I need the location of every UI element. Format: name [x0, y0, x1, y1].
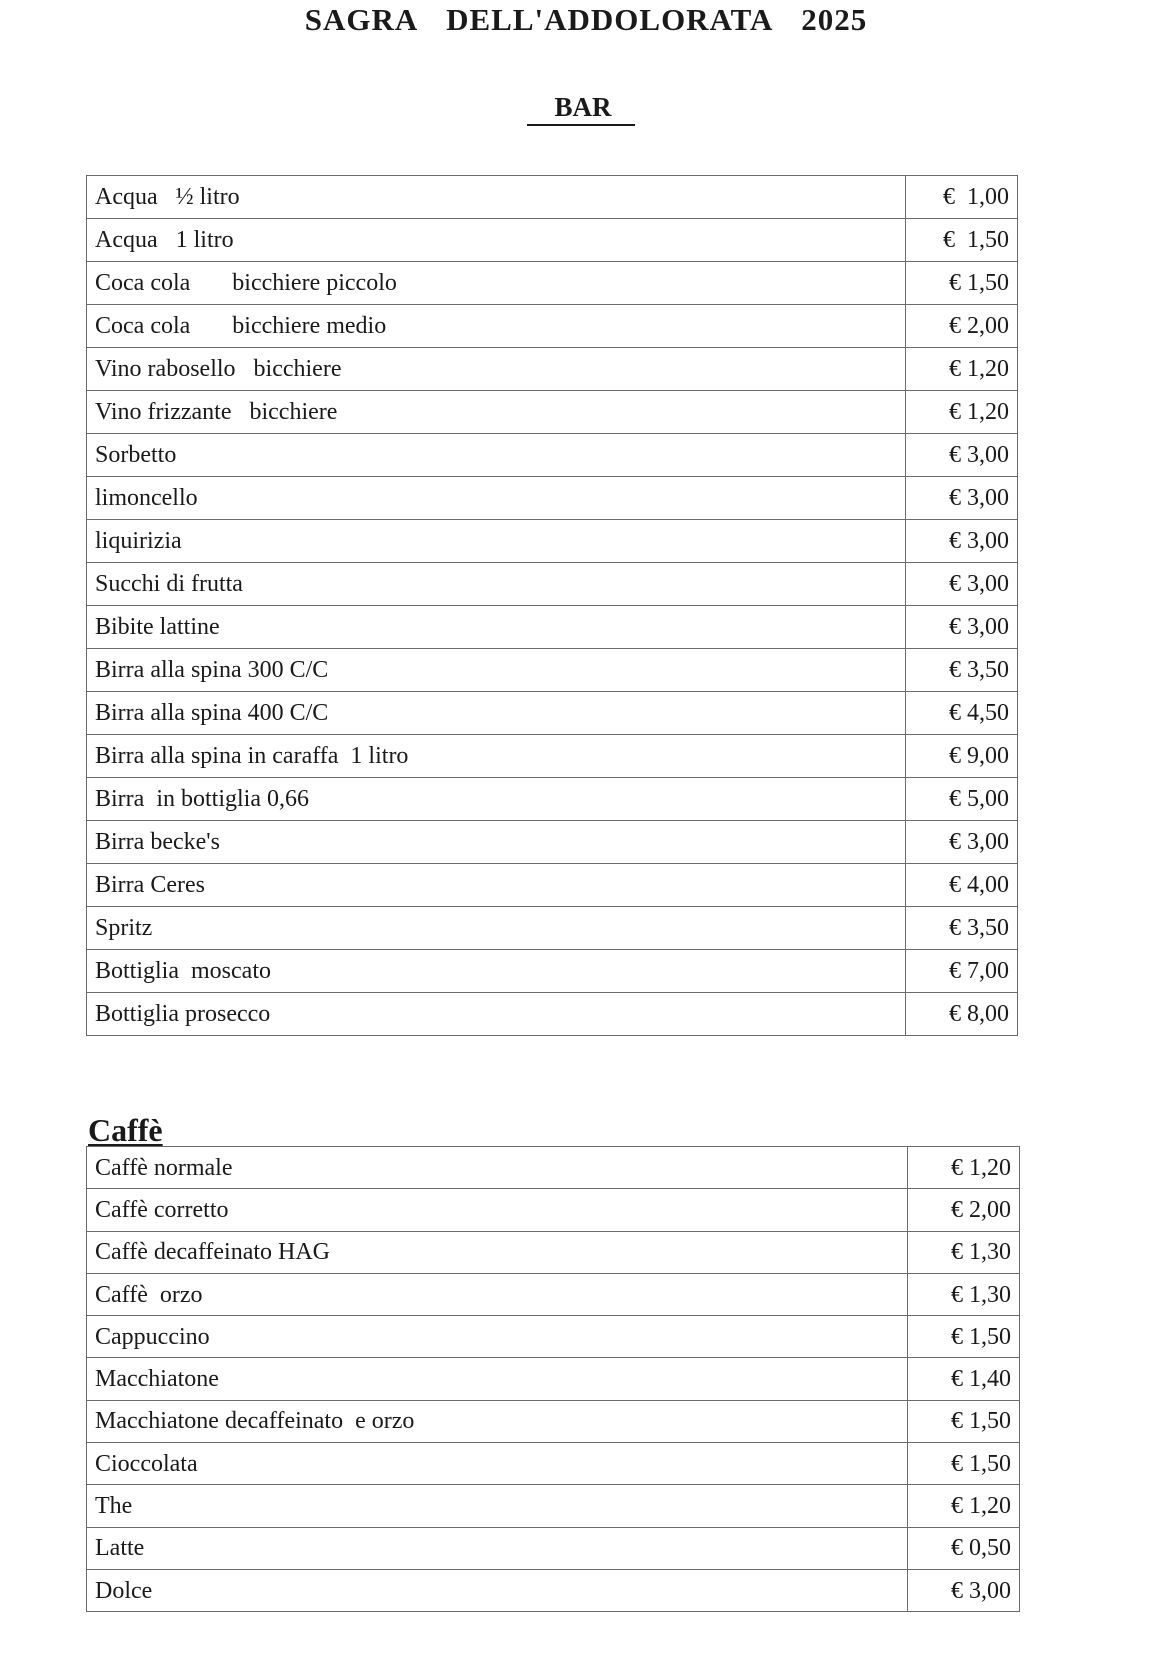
item-price: € 1,30: [907, 1273, 1019, 1315]
item-price: € 3,00: [906, 477, 1018, 520]
table-row: [87, 993, 1018, 1036]
item-price: € 3,00: [906, 821, 1018, 864]
table-row: [87, 735, 1018, 778]
item-name: Birra alla spina 400 C/C: [87, 692, 906, 735]
item-price: € 1,30: [907, 1231, 1019, 1273]
caffe-price-table: [86, 1146, 1020, 1612]
item-price: € 4,50: [906, 692, 1018, 735]
item-name: Birra alla spina 300 C/C: [87, 649, 906, 692]
table-row: [87, 864, 1018, 907]
item-name: liquirizia: [87, 520, 906, 563]
item-name: Cioccolata: [87, 1443, 908, 1485]
table-row: [87, 950, 1018, 993]
bar-section-heading: BAR: [527, 90, 635, 126]
table-row: [87, 606, 1018, 649]
table-row: [87, 219, 1018, 262]
table-row: [87, 907, 1018, 950]
item-price: € 1,20: [907, 1485, 1019, 1527]
table-row: [87, 391, 1018, 434]
item-name: Vino frizzante bicchiere: [87, 391, 906, 434]
item-price: € 3,00: [906, 520, 1018, 563]
item-price: € 3,50: [906, 649, 1018, 692]
table-row: [87, 649, 1018, 692]
bar-price-table-body: [87, 176, 1018, 1036]
table-row: [87, 1485, 1020, 1527]
item-name: Latte: [87, 1527, 908, 1569]
item-price: € 8,00: [906, 993, 1018, 1036]
item-price: € 3,00: [906, 606, 1018, 649]
item-price: € 7,00: [906, 950, 1018, 993]
table-row: [87, 563, 1018, 606]
item-name: Coca cola bicchiere piccolo: [87, 262, 906, 305]
item-name: Sorbetto: [87, 434, 906, 477]
table-row: [87, 1569, 1020, 1611]
item-name: Bibite lattine: [87, 606, 906, 649]
item-price: € 1,20: [906, 348, 1018, 391]
item-price: € 9,00: [906, 735, 1018, 778]
caffe-price-table-body: [87, 1147, 1020, 1612]
item-name: Acqua 1 litro: [87, 219, 906, 262]
table-row: [87, 305, 1018, 348]
item-name: Dolce: [87, 1569, 908, 1611]
item-price: € 3,00: [906, 563, 1018, 606]
item-name: Birra becke's: [87, 821, 906, 864]
table-row: [87, 1316, 1020, 1358]
caffe-section-heading: Caffè: [88, 1112, 163, 1148]
table-row: [87, 1400, 1020, 1442]
item-name: Birra in bottiglia 0,66: [87, 778, 906, 821]
item-name: Spritz: [87, 907, 906, 950]
item-name: Bottiglia prosecco: [87, 993, 906, 1036]
bar-price-table: [86, 175, 1018, 1036]
item-name: Coca cola bicchiere medio: [87, 305, 906, 348]
item-price: € 1,50: [906, 219, 1018, 262]
item-name: Birra alla spina in caraffa 1 litro: [87, 735, 906, 778]
table-row: [87, 1147, 1020, 1189]
table-row: [87, 520, 1018, 563]
item-name: Macchiatone: [87, 1358, 908, 1400]
item-name: Succhi di frutta: [87, 563, 906, 606]
table-row: [87, 262, 1018, 305]
item-name: Acqua ½ litro: [87, 176, 906, 219]
table-row: [87, 348, 1018, 391]
table-row: [87, 1527, 1020, 1569]
item-name: Bottiglia moscato: [87, 950, 906, 993]
table-row: [87, 434, 1018, 477]
item-price: € 2,00: [907, 1189, 1019, 1231]
item-price: € 1,50: [907, 1443, 1019, 1485]
item-name: limoncello: [87, 477, 906, 520]
item-name: Vino rabosello bicchiere: [87, 348, 906, 391]
item-price: € 3,00: [906, 434, 1018, 477]
item-price: € 1,20: [906, 391, 1018, 434]
table-row: [87, 778, 1018, 821]
table-row: [87, 176, 1018, 219]
table-row: [87, 1273, 1020, 1315]
item-price: € 3,00: [907, 1569, 1019, 1611]
table-row: [87, 1189, 1020, 1231]
item-name: Caffè corretto: [87, 1189, 908, 1231]
item-name: Caffè decaffeinato HAG: [87, 1231, 908, 1273]
item-name: Caffè orzo: [87, 1273, 908, 1315]
item-price: € 2,00: [906, 305, 1018, 348]
page-title: SAGRA DELL'ADDOLORATA 2025: [304, 2, 868, 37]
item-name: Cappuccino: [87, 1316, 908, 1358]
item-name: The: [87, 1485, 908, 1527]
item-price: € 5,00: [906, 778, 1018, 821]
table-row: [87, 692, 1018, 735]
item-name: Birra Ceres: [87, 864, 906, 907]
table-row: [87, 1358, 1020, 1400]
item-name: Caffè normale: [87, 1147, 908, 1189]
table-row: [87, 821, 1018, 864]
item-price: € 1,40: [907, 1358, 1019, 1400]
item-price: € 4,00: [906, 864, 1018, 907]
table-row: [87, 1443, 1020, 1485]
item-price: € 0,50: [907, 1527, 1019, 1569]
item-price: € 1,50: [907, 1400, 1019, 1442]
table-row: [87, 477, 1018, 520]
item-name: Macchiatone decaffeinato e orzo: [87, 1400, 908, 1442]
item-price: € 1,50: [907, 1316, 1019, 1358]
table-row: [87, 1231, 1020, 1273]
item-price: € 1,50: [906, 262, 1018, 305]
item-price: € 3,50: [906, 907, 1018, 950]
item-price: € 1,20: [907, 1147, 1019, 1189]
item-price: € 1,00: [906, 176, 1018, 219]
